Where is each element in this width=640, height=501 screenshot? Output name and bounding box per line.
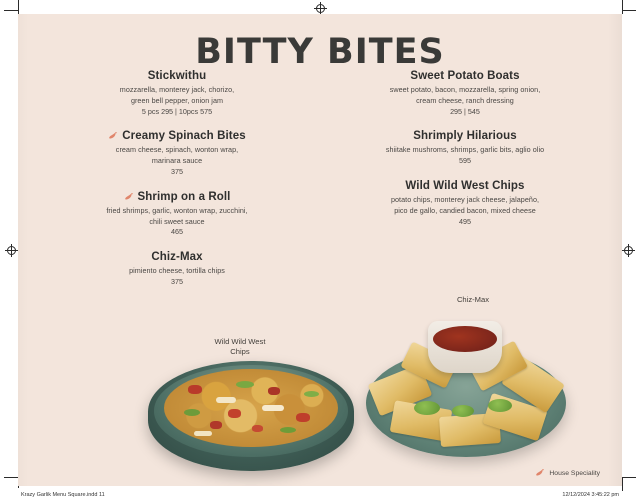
page-title: BITTY BITES <box>195 32 445 72</box>
menu-item-heading <box>330 130 600 142</box>
salsa-contents <box>433 326 497 352</box>
menu-item-name: Chiz-Max <box>151 251 203 264</box>
file-name: Krazy Garlik Menu Square.indd 11 <box>21 491 105 498</box>
menu-item-price: 295 | 545 <box>450 106 480 116</box>
menu-item-name: Sweet Potato Boats <box>410 70 520 82</box>
menu-item-price: 595 <box>459 156 471 166</box>
menu-item <box>42 130 312 177</box>
salsa-bowl <box>428 321 502 373</box>
menu-item-heading <box>42 251 312 263</box>
menu-item-heading <box>42 130 312 142</box>
menu-artboard <box>18 14 622 486</box>
menu-item <box>330 180 600 227</box>
menu-item-price: 375 <box>171 166 183 176</box>
menu-item-heading <box>330 180 600 192</box>
menu-column-right <box>330 70 600 240</box>
chili-icon <box>535 468 545 478</box>
menu-item-name: Shrimp on a Roll <box>137 190 231 203</box>
menu-item <box>330 70 600 117</box>
registration-mark-right <box>622 244 635 257</box>
quesadilla-plate-photo <box>366 321 566 461</box>
menu-item-description: cream cheese, spinach, wonton wrap, marinara sauce <box>115 145 239 166</box>
photo-caption-right: Chiz-Max <box>456 295 490 304</box>
menu-item-heading <box>42 70 312 82</box>
menu-item-description: mozzarella, monterey jack, chorizo, green bell pepper, onion jam <box>119 85 235 105</box>
menu-item-name: Creamy Spinach Bites <box>122 130 246 143</box>
menu-item-description: fried shrimps, garlic, wonton wrap, zucchini, chili sweet sauce <box>106 205 248 226</box>
registration-mark-left <box>5 244 18 257</box>
menu-item-description: potato chips, monterey jack cheese, jalapeño, pico de gallo, candied bacon, mixed cheese <box>390 194 540 215</box>
legend-label: House Speciality <box>549 469 600 477</box>
menu-item-description: shiitake mushroms, shrimps, garlic bits, aglio olio <box>385 145 545 155</box>
menu-item-price: 495 <box>459 216 471 226</box>
menu-item-description: sweet potato, bacon, mozzarella, spring onion, cream cheese, ranch dressing <box>389 85 541 105</box>
menu-item-name: Stickwithu <box>147 70 207 82</box>
house-speciality-legend <box>535 468 600 478</box>
chili-icon <box>108 131 118 141</box>
menu-item-price: 465 <box>171 227 183 237</box>
menu-item-name: Shrimply Hilarious <box>413 130 517 143</box>
menu-item-description: pimiento cheese, tortilla chips <box>129 266 225 276</box>
menu-item-heading <box>42 191 312 203</box>
menu-column-left <box>42 70 312 301</box>
menu-item <box>42 70 312 117</box>
menu-item <box>330 130 600 167</box>
nacho-bowl-photo <box>148 361 354 479</box>
chili-icon <box>124 192 134 202</box>
menu-item-price: 5 pcs 295 | 10pcs 575 <box>141 106 213 116</box>
menu-item-name: Wild Wild West Chips <box>405 179 525 192</box>
photo-zone <box>18 269 622 486</box>
menu-item-price: 375 <box>171 276 183 286</box>
menu-item-heading <box>330 70 600 82</box>
menu-item <box>42 191 312 238</box>
file-timestamp: 12/12/2024 3:45:22 pm <box>562 491 619 498</box>
photo-caption-left: Wild Wild West Chips <box>214 337 266 357</box>
print-file-info-strip <box>18 488 622 501</box>
bowl-contents <box>164 369 338 447</box>
